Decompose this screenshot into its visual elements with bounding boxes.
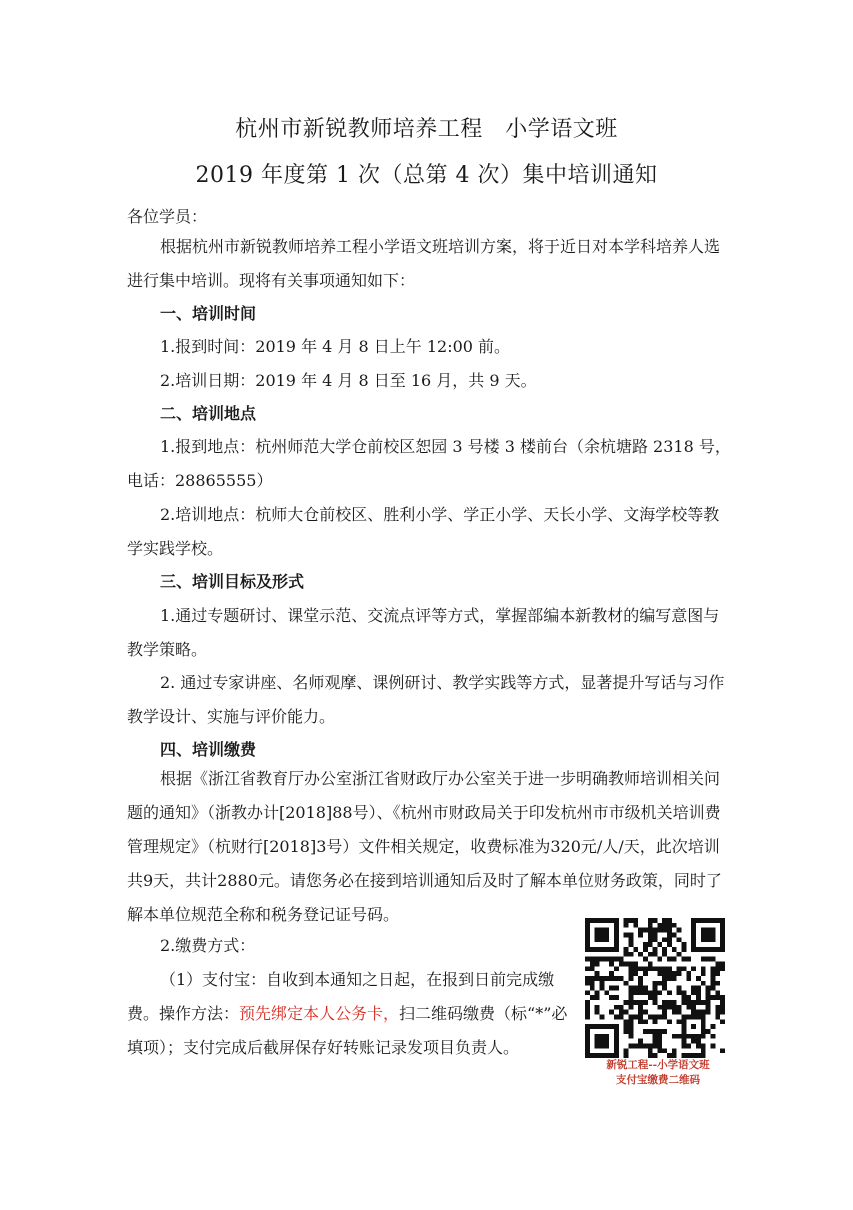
- section-fees-heading: 四、培训缴费: [160, 740, 257, 759]
- time-item-2: 2.培训日期：2019 年 4 月 8 日至 16 月，共 9 天。: [160, 371, 537, 390]
- intro-paragraph: 根据杭州市新锐教师培养工程小学语文班培训方案，将于近日对本学科培养人选进行集中培训。现将有关事项通知如下：: [127, 237, 721, 290]
- alipay-prefix: （1）支付宝：自收到本通知之日起，在报到日前完成缴费。操作方法：: [127, 970, 555, 1023]
- alipay-highlight: 预先绑定本人公务卡，: [239, 1004, 400, 1023]
- payment-method-label: 2.缴费方式：: [160, 936, 256, 955]
- greeting: 各位学员：: [127, 207, 208, 226]
- fees-body: 根据《浙江省教育厅办公室浙江省财政厅办公室关于进一步明确教师培训相关问题的通知》（浙教办计[2018]88号）、《杭州市财政局关于印发杭州市市级机关培训费管理规定》（杭财行[2018]3号）文件相关规定，收费标准为320元/人/天，此次培训共9天，共计2880元。请您务必在接到培训通知后及时了解本单位财务政策，同时了解本单位规范全称和税务登记证号码。: [127, 769, 722, 924]
- goals-item-1: 1.通过专题研讨、课堂示范、交流点评等方式，掌握部编本新教材的编写意图与教学策略。: [127, 606, 720, 659]
- alipay-suffix: 扫二维码缴费（标“*”必填项）；支付完成后截屏保存好转账记录发项目负责人。: [127, 1004, 568, 1057]
- place-item-1: 1.报到地点：杭州师范大学仓前校区恕园 3 号楼 3 楼前台（余杭塘路 2318 号，电话：28865555）: [127, 437, 731, 490]
- goals-item-2: 2. 通过专家讲座、名师观摩、课例研讨、教学实践等方式，显著提升写话与习作教学设计、实施与评价能力。: [127, 673, 725, 726]
- title-line-2: 2019 年度第 1 次（总第 4 次）集中培训通知: [195, 163, 658, 188]
- qr-code-block: [585, 918, 731, 1088]
- place-item-2: 2.培训地点：杭师大仓前校区、胜利小学、学正小学、天长小学、文海学校等教学实践学校。: [127, 505, 720, 558]
- section-place-heading: 二、培训地点: [160, 404, 257, 423]
- alipay-qr-code-image[interactable]: [585, 918, 725, 1058]
- alipay-instructions: [127, 963, 583, 1065]
- qr-caption-line-2: 支付宝缴费二维码: [616, 1074, 700, 1086]
- section-goals-heading: 三、培训目标及形式: [160, 572, 305, 591]
- section-time-heading: 一、培训时间: [160, 304, 257, 323]
- time-item-1: 1.报到时间：2019 年 4 月 8 日上午 12:00 前。: [160, 337, 511, 356]
- title-line-1: 杭州市新锐教师培养工程 小学语文班: [235, 117, 618, 142]
- qr-caption-line-1: 新锐工程--小学语文班: [606, 1059, 710, 1071]
